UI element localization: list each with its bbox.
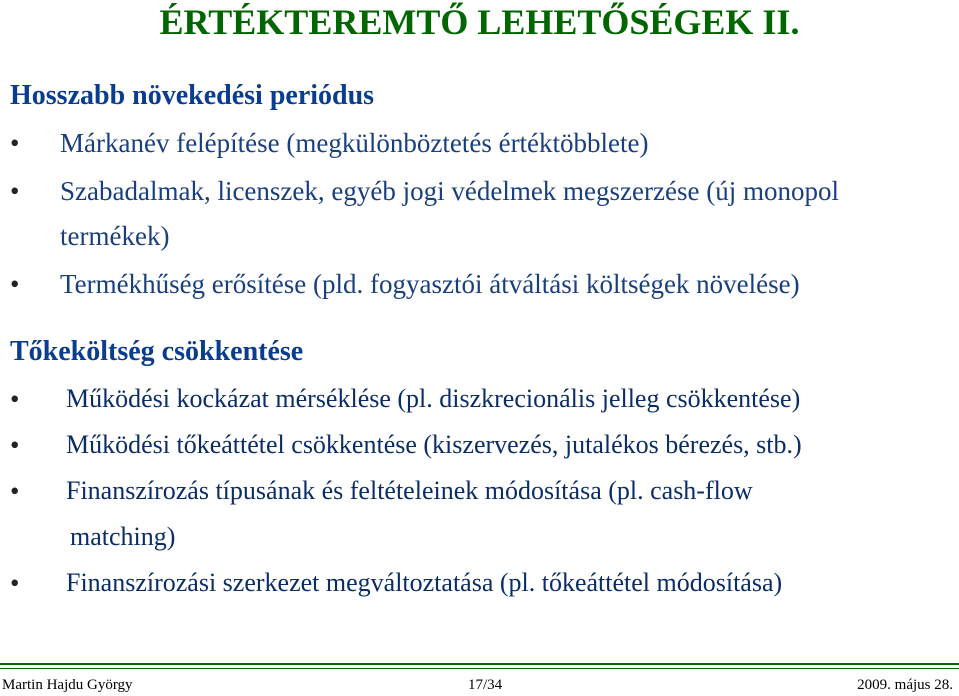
- footer-date: 2009. május 28.: [857, 677, 953, 693]
- list-item: Finanszírozási szerkezet megváltoztatása (pl. tőkeáttétel módosítása): [66, 568, 783, 597]
- footer-rule-bottom: [0, 668, 959, 669]
- list-item: Finanszírozás típusának és feltételeinek módosítása (pl. cash-flow: [66, 476, 753, 505]
- footer: [0, 673, 959, 695]
- section2-heading: Tőkeköltség csökkentése: [10, 336, 304, 367]
- bullet-icon: •: [10, 384, 20, 414]
- list-item: Márkanév felépítése (megkülönböztetés értéktöbblete): [60, 128, 649, 158]
- footer-author: Martin Hajdu György: [2, 677, 133, 693]
- list-item-continuation: matching): [70, 522, 176, 551]
- page-number: 17/34: [468, 677, 503, 693]
- bullet-icon: •: [10, 128, 20, 158]
- list-item-continuation: termékek): [60, 221, 170, 251]
- page-title: ÉRTÉKTEREMTŐ LEHETŐSÉGEK II.: [159, 2, 800, 42]
- bullet-icon: •: [10, 568, 20, 598]
- bullet-icon: •: [10, 176, 20, 206]
- bullet-icon: •: [10, 269, 20, 299]
- footer-rule-top: [0, 663, 959, 665]
- list-item: Termékhűség erősítése (pld. fogyasztói átváltási költségek növelése): [60, 269, 800, 299]
- list-item: Működési kockázat mérséklése (pl. diszkrecionális jelleg csökkentése): [66, 384, 801, 413]
- list-item: Működési tőkeáttétel csökkentése (kiszervezés, jutalékos bérezés, stb.): [66, 430, 802, 459]
- section1-heading: Hosszabb növekedési periódus: [10, 80, 375, 111]
- bullet-icon: •: [10, 430, 20, 460]
- list-item: Szabadalmak, licenszek, egyéb jogi védelmek megszerzése (új monopol: [60, 176, 839, 206]
- bullet-icon: •: [10, 476, 20, 506]
